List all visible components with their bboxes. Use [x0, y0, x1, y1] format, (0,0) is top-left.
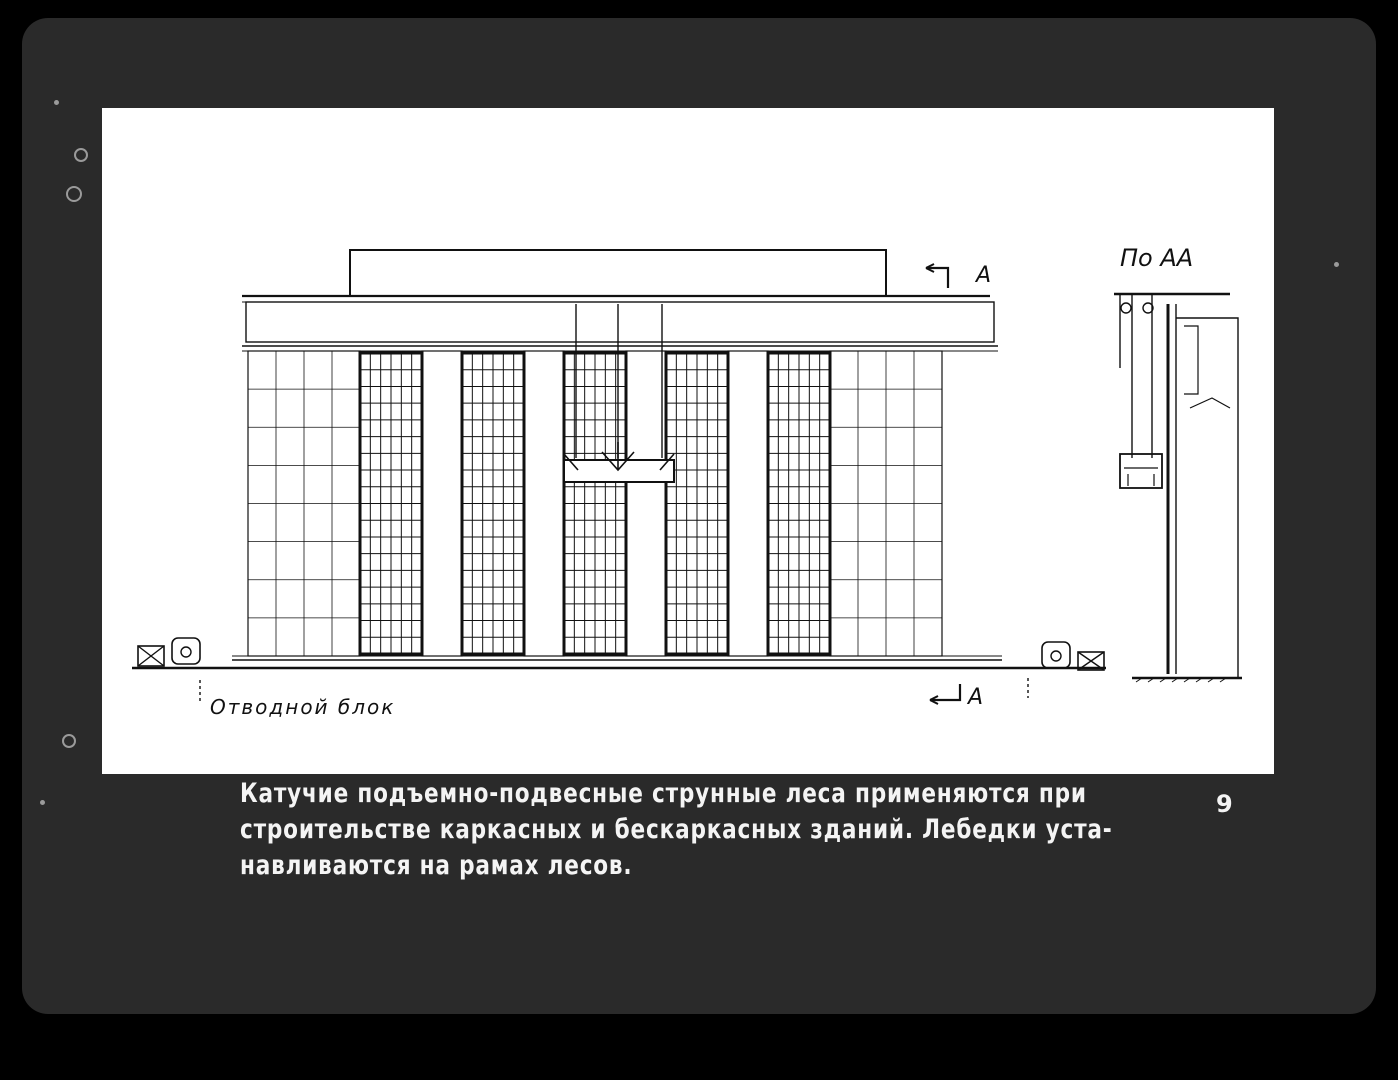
section-mark-top: А	[976, 263, 992, 288]
glazed-window-bay	[666, 353, 728, 654]
film-speck	[66, 186, 82, 202]
crane-trolley-beam	[350, 250, 886, 296]
facade-wall-bay	[422, 351, 462, 656]
facade-wall-bay	[830, 351, 942, 656]
section-arrow-top	[926, 268, 948, 288]
slide-caption	[240, 776, 1113, 884]
facade-elevation	[248, 351, 942, 656]
right-winch	[1042, 642, 1070, 668]
left-winch	[172, 638, 200, 664]
scaffold-drawing	[102, 108, 1274, 774]
caption-line-3: навливаются на рамах лесов.	[240, 850, 633, 881]
section-mark-bottom: А	[968, 685, 984, 710]
block-label: Отводной блок	[210, 695, 396, 719]
caption-line-2: строительстве каркасных и бескаркасных зданий. Лебедки уста-	[240, 814, 1113, 845]
film-speck	[1334, 262, 1339, 267]
slide-number: 9	[1216, 790, 1233, 818]
glazed-window-bay	[462, 353, 524, 654]
film-speck	[74, 148, 88, 162]
hanging-cradle	[564, 460, 674, 482]
glazed-window-bay	[360, 353, 422, 654]
facade-wall-bay	[728, 351, 768, 656]
glazed-window-bay	[768, 353, 830, 654]
parapet	[246, 302, 994, 342]
facade-wall-bay	[524, 351, 564, 656]
film-speck	[40, 800, 45, 805]
facade-wall-bay	[248, 351, 360, 656]
facade-wall-bay	[626, 351, 666, 656]
film-speck	[62, 734, 76, 748]
section-title: По АА	[1120, 244, 1194, 272]
caption-line-1: Катучие подъемно-подвесные струнные леса применяются при	[240, 778, 1087, 809]
film-speck	[54, 100, 59, 105]
glazed-window-bay	[564, 353, 626, 654]
drawing-panel	[102, 108, 1274, 774]
section-view	[1114, 294, 1242, 682]
